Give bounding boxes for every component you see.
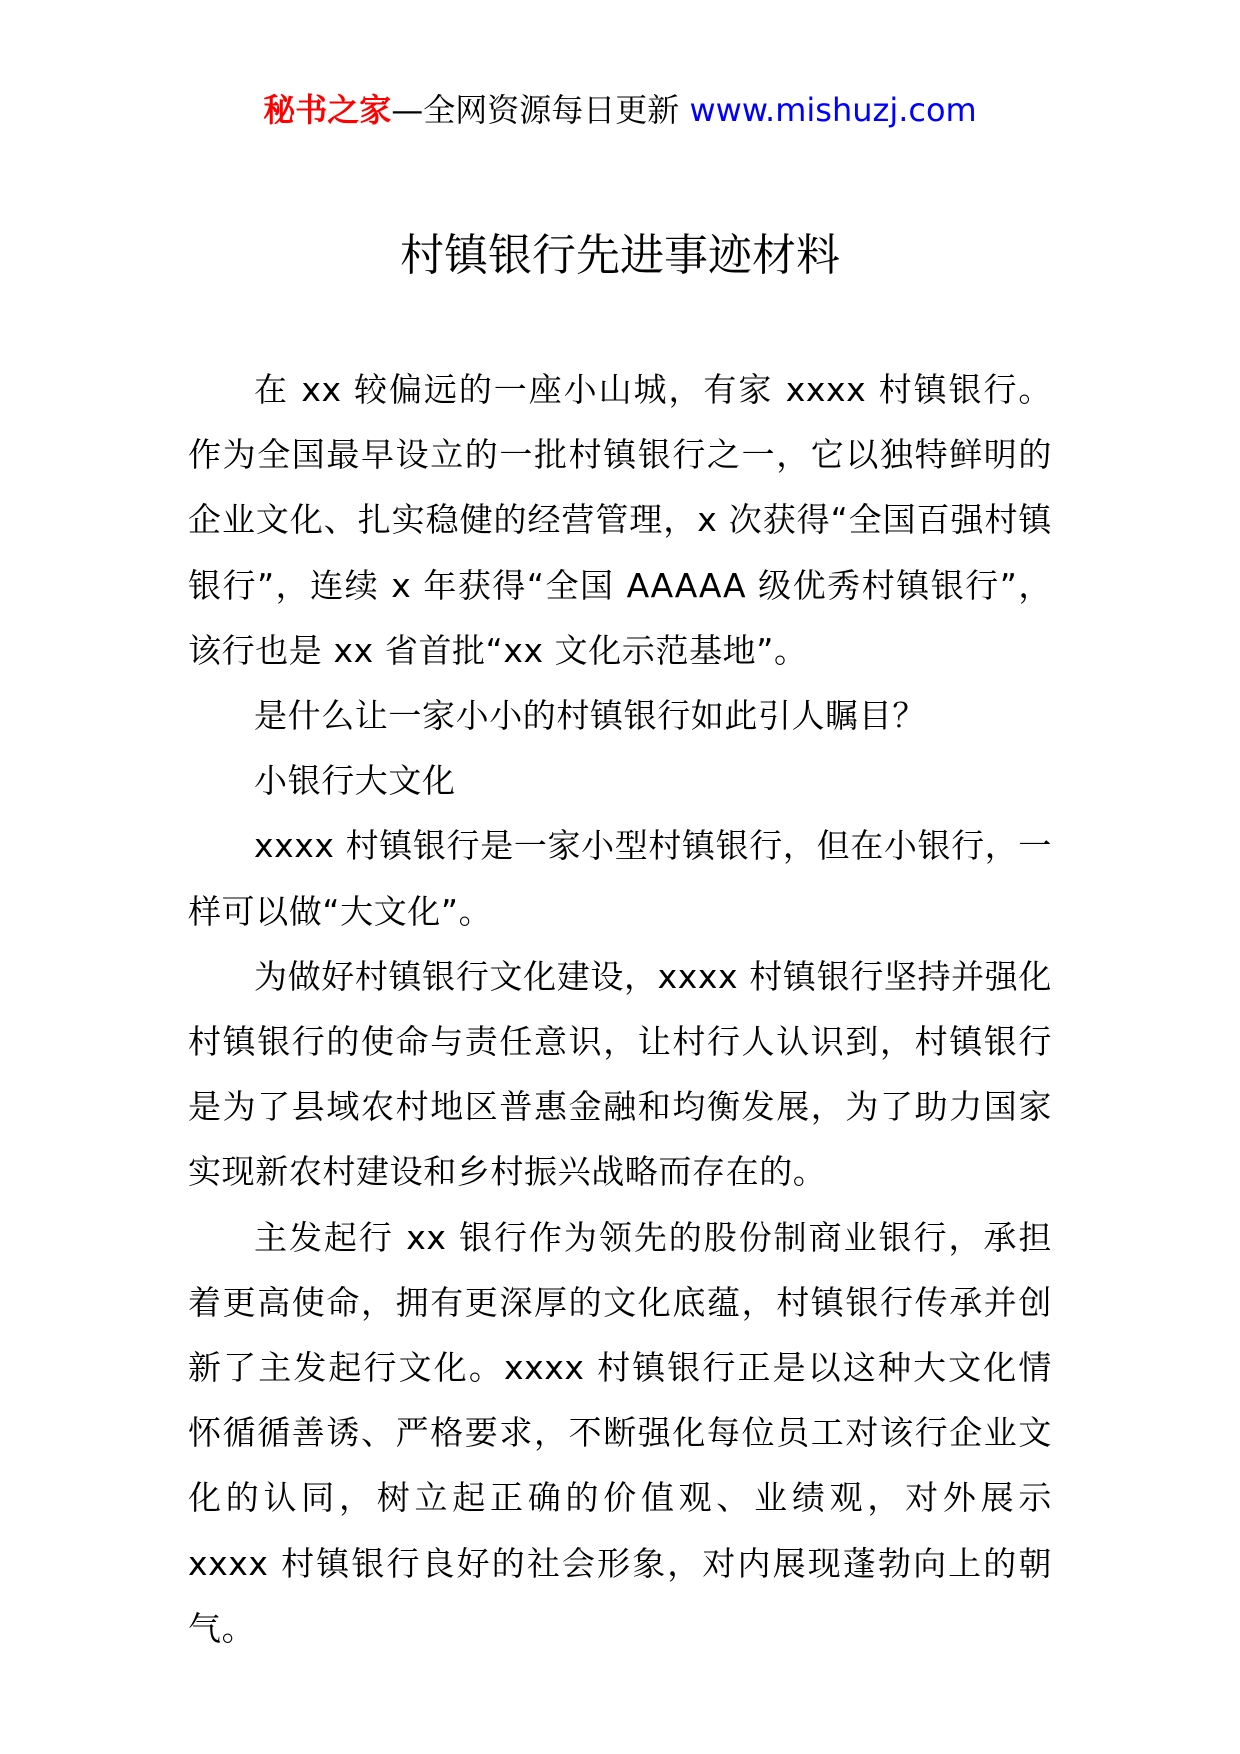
- site-slogan: —全网资源每日更新: [391, 91, 690, 129]
- site-url-link[interactable]: www.mishuzj.com: [689, 91, 977, 129]
- site-header: [0, 86, 1240, 134]
- section-heading: 小银行大文化: [254, 761, 456, 801]
- paragraph-intro: 在 xx 较偏远的一座小山城，有家 xxxx 村镇银行。作为全国最早设立的一批村镇银行之一，它以独特鲜明的企业文化、扎实稳健的经营管理，x 次获得“全国百强村镇银行”，连续 x 年获得“全国 AAAAA 级优秀村镇银行”，该行也是 xx 省首批“xx 文化示范基地”。: [188, 370, 1052, 670]
- paragraph-question: 是什么让一家小小的村镇银行如此引人瞩目？: [254, 696, 926, 736]
- paragraph-parent-bank: 主发起行 xx 银行作为领先的股份制商业银行，承担着更高使命，拥有更深厚的文化底蕴，村镇银行传承并创新了主发起行文化。xxxx 村镇银行正是以这种大文化情怀循循善诱、严格要求，不断强化每位员工对该行企业文化的认同，树立起正确的价值观、业绩观，对外展示 xxxx 村镇银行良好的社会形象，对内展现蓬勃向上的朝气。: [188, 1217, 1052, 1648]
- site-brand: 秘书之家: [263, 91, 392, 129]
- paragraph-culture-building: 为做好村镇银行文化建设，xxxx 村镇银行坚持并强化村镇银行的使命与责任意识，让村行人认识到，村镇银行是为了县域农村地区普惠金融和均衡发展，为了助力国家实现新农村建设和乡村振兴战略而存在的。: [188, 956, 1052, 1192]
- document-title: 村镇银行先进事迹材料: [400, 230, 840, 281]
- document-body: [188, 357, 1052, 1661]
- paragraph-small-bank: xxxx 村镇银行是一家小型村镇银行，但在小银行，一样可以做“大文化”。: [188, 826, 1052, 931]
